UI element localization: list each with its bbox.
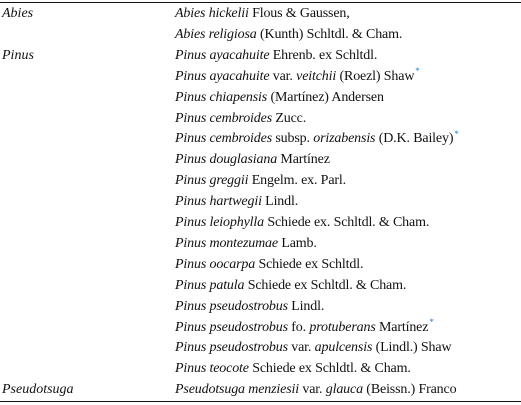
taxon-name: glauca [325, 382, 363, 398]
authority-text: var. [299, 382, 326, 398]
authority-text: (Kunth) Schltdl. & Cham. [256, 26, 403, 42]
species-entry [175, 150, 330, 169]
genus-name: Pinus [2, 47, 34, 63]
authority-text: subsp. [272, 131, 314, 147]
footnote-marker: * [415, 66, 420, 77]
authority-text: var. [269, 68, 297, 84]
taxon-name: Abies religiosa [175, 26, 257, 42]
authority-text: Martínez [375, 319, 429, 335]
taxon-name: Pinus hartwegii [175, 194, 262, 210]
species-entry [175, 359, 411, 378]
species-entry [175, 234, 317, 253]
taxon-name: Pinus ayacahuite [175, 68, 270, 84]
table-top-rule [0, 2, 521, 3]
taxon-name: Pinus oocarpa [175, 256, 256, 272]
taxon-name: apulcensis [314, 340, 373, 356]
genus-name: Abies [2, 6, 34, 21]
taxon-name: Pinus cembroides [175, 131, 273, 147]
species-entry [175, 4, 350, 23]
taxon-name: Pinus cembroides [175, 110, 273, 126]
taxon-name: orizabensis [313, 131, 376, 147]
taxon-name: Pinus pseudostrobus [175, 340, 288, 356]
species-entry [175, 338, 451, 357]
authority-text: Schiede ex Schltdl. & Cham. [244, 277, 407, 293]
species-entry [175, 276, 406, 295]
authority-text: Ehrenb. ex Schltdl. [269, 47, 378, 63]
species-entry [175, 129, 459, 148]
authority-text: (D.K. Bailey) [375, 131, 454, 147]
footnote-marker: * [454, 128, 459, 139]
taxon-name: Pinus pseudostrobus [175, 298, 288, 314]
species-entry [175, 25, 402, 44]
authority-text: var. [287, 340, 315, 356]
authority-text: Schiede ex Schltdl. [255, 256, 364, 272]
species-entry [175, 109, 306, 128]
authority-text: (Martínez) Andersen [267, 89, 384, 105]
taxon-name: Pinus patula [175, 277, 245, 293]
species-entry [175, 171, 346, 190]
species-entry [175, 46, 377, 65]
taxon-name: Pinus douglasiana [175, 152, 278, 168]
taxon-name: Abies hickelii [175, 6, 249, 21]
species-entry [175, 88, 384, 107]
species-entry [175, 67, 420, 86]
footnote-marker: * [429, 316, 434, 327]
taxon-name: Pinus chiapensis [175, 89, 268, 105]
taxon-name: Pseudotsuga menziesii [175, 382, 300, 398]
authority-text: Schiede ex Schldtl. & Cham. [248, 361, 411, 377]
authority-text: Zucc. [272, 110, 307, 126]
species-entry [175, 213, 429, 232]
taxon-name: Pinus greggii [175, 173, 249, 189]
taxon-name: Pinus leiophylla [175, 215, 264, 230]
taxon-name: Pinus montezumae [175, 235, 278, 251]
authority-text: Engelm. ex. Parl. [248, 173, 346, 189]
taxon-name: protuberans [309, 319, 376, 335]
authority-text: Lindl. [287, 298, 325, 314]
authority-text: Lindl. [261, 194, 299, 210]
authority-text: Lamb. [277, 235, 317, 251]
authority-text: Schiede ex. Schltdl. & Cham. [263, 215, 430, 230]
species-entry [175, 380, 456, 399]
authority-text: fo. [287, 319, 310, 335]
taxon-name: veitchii [296, 68, 337, 84]
species-entry [175, 318, 434, 337]
species-entry [175, 255, 363, 274]
authority-text: Martínez [277, 152, 330, 168]
taxon-name: Pinus ayacahuite [175, 47, 270, 63]
authority-text: (Beissn.) Franco [362, 382, 457, 398]
genus-name: Pseudotsuga [2, 382, 74, 398]
taxon-name: Pinus pseudostrobus [175, 319, 288, 335]
table-bottom-rule [0, 401, 521, 402]
authority-text: (Lindl.) Shaw [372, 340, 452, 356]
species-entry [175, 192, 298, 211]
taxon-name: Pinus teocote [175, 361, 249, 377]
authority-text: (Roezl) Shaw [336, 68, 415, 84]
species-entry [175, 297, 324, 316]
authority-text: Flous & Gaussen, [248, 6, 350, 21]
